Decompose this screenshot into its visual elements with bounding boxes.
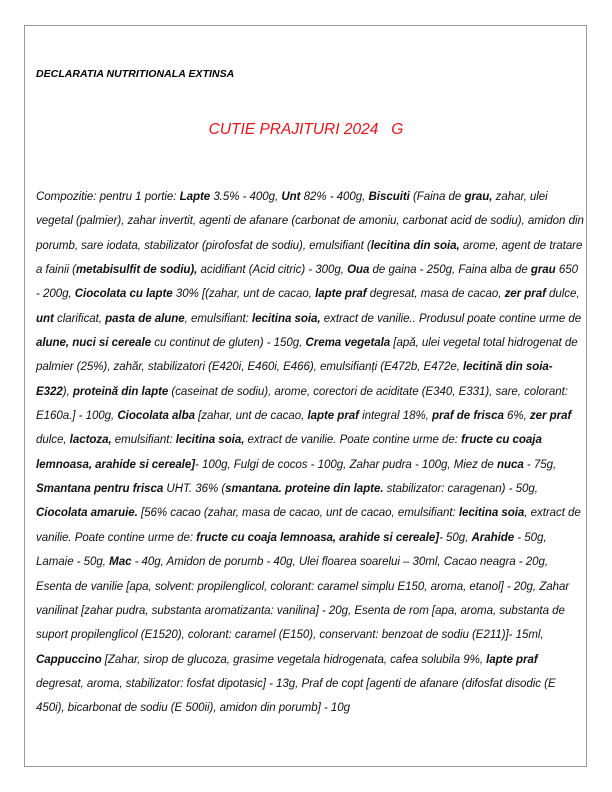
- composition-text: degresat, masa de cacao,: [366, 288, 505, 301]
- ingredient-bold: smantana. proteine din lapte.: [225, 483, 384, 496]
- composition-text: 3.5% - 400g,: [210, 191, 282, 203]
- composition-text: 30% [(zahar, unt de cacao,: [172, 288, 316, 301]
- composition-text: [zahar, unt de cacao,: [194, 410, 308, 423]
- composition-text: degresat, aroma, stabilizator: fosfat dipotasic] - 13g, Praf de copt [agenti de afanare (difosfat disodic (E 450i), bicarbonat de sodiu (E 500ii), amidon din porumb] - 10g: [36, 677, 556, 715]
- ingredient-bold: zer praf: [504, 288, 546, 301]
- composition-text: 650 - 200g,: [36, 264, 578, 301]
- composition-text: (Faina de: [409, 191, 465, 203]
- ingredient-bold: Unt: [281, 191, 301, 203]
- composition-text: - 50g, Lamaie - 50g,: [36, 531, 547, 569]
- composition-text: cu continut de gluten) - 150g,: [151, 337, 306, 350]
- composition-paragraph: [36, 185, 584, 721]
- composition-text: Compozitie: pentru 1 portie:: [36, 191, 180, 203]
- ingredient-bold: Ciocolata amaruie.: [36, 507, 138, 520]
- ingredient-bold: lecitina din soia,: [370, 239, 460, 252]
- ingredient-bold: Smantana pentru frisca: [36, 483, 164, 496]
- composition-text: dulce,: [36, 434, 70, 447]
- composition-text: zahar, ulei vegetal (palmier), zahar invertit, agenti de afanare (carbonat de amoniu, carbonat acid de sodiu), amidon din porumb, sare iodata, stabilizator (pirofosfat de sodiu), emulsifiant (: [36, 191, 584, 252]
- ingredient-bold: lapte praf: [486, 653, 538, 666]
- ingredient-bold: lecitina soia: [458, 507, 525, 520]
- composition-text: stabilizator: caragenan) - 50g,: [383, 483, 538, 496]
- composition-text: - 100g, Fulgi de cocos - 100g, Zahar pudra - 100g, Miez de: [195, 458, 497, 471]
- composition-text: ),: [62, 385, 73, 398]
- composition-text: arome, agent de tratare a fainii (: [36, 239, 583, 277]
- ingredient-bold: pasta de alune: [105, 312, 185, 325]
- composition-text: - 50g,: [439, 531, 472, 544]
- ingredient-bold: metabisulfit de sodiu),: [75, 264, 198, 277]
- composition-text: emulsifiant:: [111, 434, 176, 447]
- ingredient-bold: fructe cu coaja lemnoasa, arahide si cereale]: [36, 434, 542, 471]
- ingredient-bold: Mac: [109, 556, 132, 569]
- ingredient-bold: lapte praf: [315, 288, 367, 301]
- composition-text: 6%,: [503, 410, 530, 423]
- ingredient-bold: proteină din lapte: [72, 385, 169, 398]
- ingredient-bold: Lapte: [179, 191, 211, 203]
- composition-text: [Zahar, sirop de glucoza, grasime vegetala hidrogenata, cafea solubila 9%,: [101, 653, 487, 666]
- composition-text: [apă, ulei vegetal total hidrogenat de palmier (25%), zahăr, stabilizatori (E420i, E460i, E466), emulsifianți (E472b, E472e,: [36, 337, 578, 374]
- composition-text: , emulsifiant:: [184, 312, 252, 325]
- ingredient-bold: lapte praf: [307, 410, 359, 423]
- composition-text: extract de vanilie.. Produsul poate contine urme de: [320, 312, 582, 325]
- ingredient-bold: Arahide: [471, 531, 515, 544]
- ingredient-bold: praf de frisca: [432, 410, 504, 423]
- composition-text: UHT. 36% (: [163, 483, 226, 496]
- composition-text: extract de vanilie. Poate contine urme de:: [244, 434, 462, 447]
- composition-text: [56% cacao (zahar, masa de cacao, unt de cacao, emulsifiant:: [137, 507, 459, 520]
- ingredient-bold: lecitina soia,: [251, 312, 321, 325]
- ingredient-bold: lecitină din soia-E322: [36, 361, 553, 398]
- ingredient-bold: unt: [36, 312, 54, 325]
- ingredient-bold: nuca: [496, 458, 524, 471]
- composition-text: dulce,: [545, 288, 580, 301]
- ingredient-bold: Crema vegetala: [305, 337, 391, 350]
- composition-text: 82% - 400g,: [300, 191, 369, 203]
- document-heading: DECLARATIA NUTRITIONALA EXTINSA: [36, 68, 235, 80]
- composition-text: de gaina - 250g, Faina alba de: [369, 264, 531, 277]
- ingredient-bold: lecitina soia,: [175, 434, 245, 447]
- ingredient-bold: Biscuiti: [368, 191, 410, 203]
- composition-text: , extract de vanilie. Poate contine urme de:: [36, 507, 581, 544]
- ingredient-bold: fructe cu coaja lemnoasa, arahide si cereale]: [196, 531, 440, 544]
- ingredient-bold: lactoza,: [69, 434, 112, 447]
- ingredient-bold: Ciocolata cu lapte: [74, 288, 173, 301]
- ingredient-bold: grau: [530, 264, 556, 277]
- composition-text: - 40g, Amidon de porumb - 40g, Ulei floarea soarelui – 30ml, Cacao neagra - 20g, Esenta de vanilie [apa, solvent: propilenglicol, colorant: caramel simplu E150, aroma, etanol] - 20g, Zahar vanilinat [zahar pudra, substanta aromatizanta: vanilina] - 20g, Esenta de rom [apa, aroma, substanta de suport propilenglicol (E1520), colorant: caramel (E150), conservant: benzoat de sodiu (E211)]- 15ml,: [36, 556, 570, 642]
- ingredient-bold: zer praf: [529, 410, 572, 423]
- ingredient-bold: grau,: [464, 191, 493, 203]
- ingredient-bold: Cappuccino: [36, 653, 102, 666]
- composition-text: acidifiant (Acid citric) - 300g,: [197, 264, 348, 277]
- product-title: CUTIE PRAJITURI 2024 G: [208, 121, 404, 138]
- ingredient-bold: Oua: [347, 264, 370, 277]
- composition-text: (caseinat de sodiu), arome, corectori de aciditate (E340, E331), sare, colorant: E160a.] - 100g,: [36, 385, 568, 423]
- ingredient-bold: Ciocolata alba: [117, 410, 195, 423]
- ingredient-bold: alune, nuci si cereale: [36, 337, 152, 350]
- composition-text: clarificat,: [53, 312, 106, 325]
- composition-text: integral 18%,: [358, 410, 433, 423]
- composition-text: - 75g,: [523, 458, 557, 471]
